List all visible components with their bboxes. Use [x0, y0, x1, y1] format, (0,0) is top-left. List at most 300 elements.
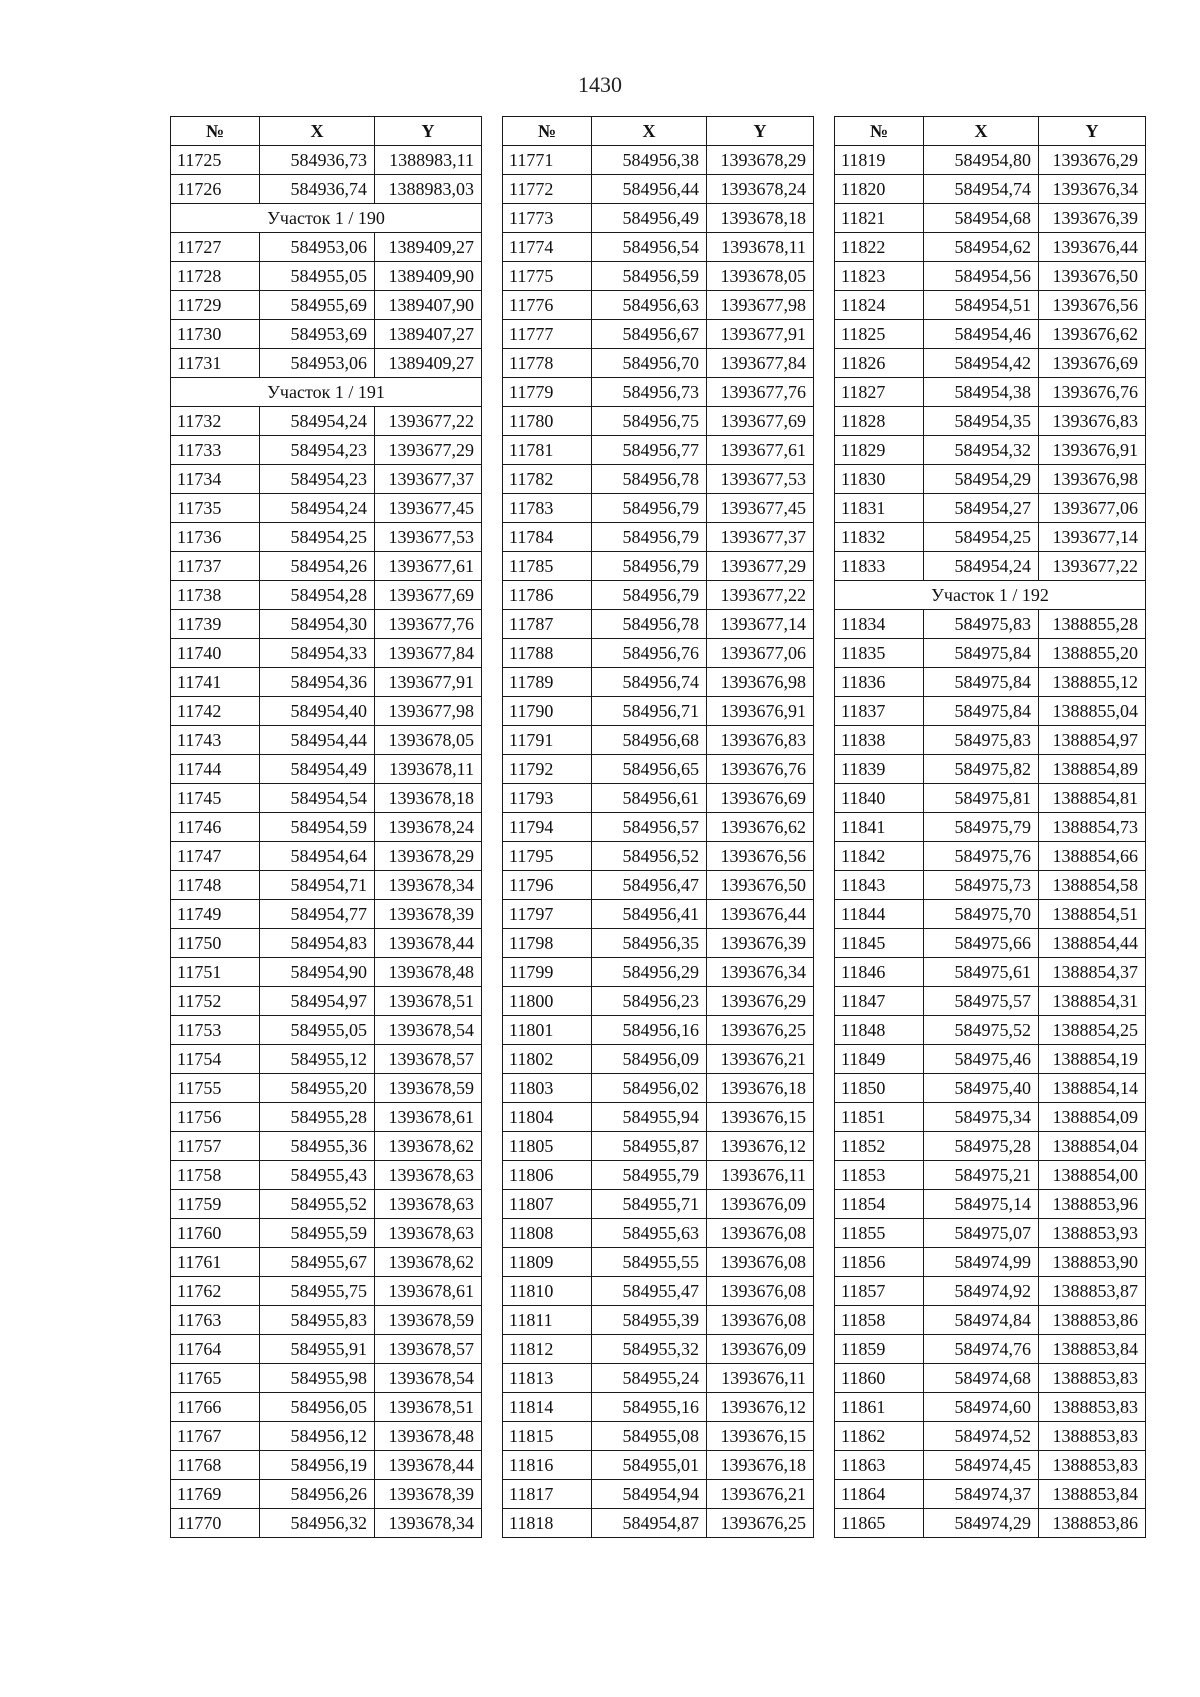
y-coordinate-cell: 1393676,11 — [707, 1161, 814, 1190]
y-coordinate-cell: 1393676,18 — [707, 1074, 814, 1103]
point-number-cell: 11820 — [835, 175, 924, 204]
table-row — [503, 436, 814, 465]
y-coordinate-cell: 1393676,62 — [707, 813, 814, 842]
y-coordinate-cell: 1393677,22 — [1039, 552, 1146, 581]
table-row — [171, 291, 482, 320]
table-row — [503, 1509, 814, 1538]
table-row — [835, 639, 1146, 668]
point-number-cell: 11746 — [171, 813, 260, 842]
point-number-cell: 11736 — [171, 523, 260, 552]
table-row — [503, 1480, 814, 1509]
table-row — [835, 1219, 1146, 1248]
y-coordinate-cell: 1388853,84 — [1039, 1335, 1146, 1364]
y-coordinate-cell: 1388854,58 — [1039, 871, 1146, 900]
point-number-cell: 11760 — [171, 1219, 260, 1248]
table-row — [503, 349, 814, 378]
x-coordinate-cell: 584956,74 — [592, 668, 707, 697]
y-coordinate-cell: 1388854,09 — [1039, 1103, 1146, 1132]
x-coordinate-cell: 584954,38 — [924, 378, 1039, 407]
y-coordinate-cell: 1393678,63 — [375, 1190, 482, 1219]
table-row — [503, 494, 814, 523]
y-coordinate-cell: 1388983,03 — [375, 175, 482, 204]
table-row — [835, 523, 1146, 552]
table-row — [503, 900, 814, 929]
point-number-cell: 11838 — [835, 726, 924, 755]
point-number-cell: 11852 — [835, 1132, 924, 1161]
section-row — [171, 204, 482, 233]
table-row — [835, 1335, 1146, 1364]
table-row — [171, 1161, 482, 1190]
header-y: Y — [1039, 117, 1146, 146]
table-row — [503, 465, 814, 494]
table-row — [835, 378, 1146, 407]
x-coordinate-cell: 584956,54 — [592, 233, 707, 262]
x-coordinate-cell: 584955,08 — [592, 1422, 707, 1451]
point-number-cell: 11801 — [503, 1016, 592, 1045]
x-coordinate-cell: 584956,41 — [592, 900, 707, 929]
point-number-cell: 11779 — [503, 378, 592, 407]
table-row — [171, 581, 482, 610]
x-coordinate-cell: 584955,94 — [592, 1103, 707, 1132]
y-coordinate-cell: 1389407,90 — [375, 291, 482, 320]
y-coordinate-cell: 1393678,57 — [375, 1335, 482, 1364]
x-coordinate-cell: 584955,67 — [260, 1248, 375, 1277]
x-coordinate-cell: 584956,61 — [592, 784, 707, 813]
point-number-cell: 11751 — [171, 958, 260, 987]
x-coordinate-cell: 584955,91 — [260, 1335, 375, 1364]
y-coordinate-cell: 1388854,00 — [1039, 1161, 1146, 1190]
table-row — [835, 320, 1146, 349]
x-coordinate-cell: 584975,52 — [924, 1016, 1039, 1045]
y-coordinate-cell: 1389409,27 — [375, 233, 482, 262]
table-row — [503, 1219, 814, 1248]
x-coordinate-cell: 584955,32 — [592, 1335, 707, 1364]
table-row — [835, 1451, 1146, 1480]
y-coordinate-cell: 1393676,69 — [707, 784, 814, 813]
x-coordinate-cell: 584956,59 — [592, 262, 707, 291]
y-coordinate-cell: 1388854,04 — [1039, 1132, 1146, 1161]
x-coordinate-cell: 584956,75 — [592, 407, 707, 436]
point-number-cell: 11807 — [503, 1190, 592, 1219]
x-coordinate-cell: 584955,01 — [592, 1451, 707, 1480]
y-coordinate-cell: 1393678,34 — [375, 871, 482, 900]
table-row — [503, 1364, 814, 1393]
x-coordinate-cell: 584954,24 — [260, 494, 375, 523]
table-row — [171, 1016, 482, 1045]
x-coordinate-cell: 584974,45 — [924, 1451, 1039, 1480]
y-coordinate-cell: 1389407,27 — [375, 320, 482, 349]
table-row — [171, 1132, 482, 1161]
table-row — [503, 552, 814, 581]
x-coordinate-cell: 584954,49 — [260, 755, 375, 784]
x-coordinate-cell: 584955,28 — [260, 1103, 375, 1132]
point-number-cell: 11788 — [503, 639, 592, 668]
point-number-cell: 11814 — [503, 1393, 592, 1422]
table-row — [835, 552, 1146, 581]
point-number-cell: 11835 — [835, 639, 924, 668]
point-number-cell: 11786 — [503, 581, 592, 610]
table-row — [835, 1306, 1146, 1335]
point-number-cell: 11813 — [503, 1364, 592, 1393]
table-row — [171, 523, 482, 552]
x-coordinate-cell: 584975,07 — [924, 1219, 1039, 1248]
table-row — [503, 233, 814, 262]
table-row — [503, 407, 814, 436]
y-coordinate-cell: 1388853,96 — [1039, 1190, 1146, 1219]
y-coordinate-cell: 1388854,81 — [1039, 784, 1146, 813]
y-coordinate-cell: 1393676,34 — [707, 958, 814, 987]
point-number-cell: 11831 — [835, 494, 924, 523]
y-coordinate-cell: 1393676,12 — [707, 1132, 814, 1161]
point-number-cell: 11774 — [503, 233, 592, 262]
x-coordinate-cell: 584956,12 — [260, 1422, 375, 1451]
point-number-cell: 11773 — [503, 204, 592, 233]
y-coordinate-cell: 1393678,61 — [375, 1103, 482, 1132]
y-coordinate-cell: 1393676,69 — [1039, 349, 1146, 378]
y-coordinate-cell: 1393676,44 — [707, 900, 814, 929]
table-row — [835, 668, 1146, 697]
x-coordinate-cell: 584956,70 — [592, 349, 707, 378]
point-number-cell: 11743 — [171, 726, 260, 755]
point-number-cell: 11857 — [835, 1277, 924, 1306]
x-coordinate-cell: 584954,23 — [260, 465, 375, 494]
x-coordinate-cell: 584975,61 — [924, 958, 1039, 987]
table-row — [835, 1045, 1146, 1074]
point-number-cell: 11789 — [503, 668, 592, 697]
x-coordinate-cell: 584954,27 — [924, 494, 1039, 523]
table-row — [835, 610, 1146, 639]
table-row — [835, 1277, 1146, 1306]
y-coordinate-cell: 1393677,84 — [707, 349, 814, 378]
point-number-cell: 11737 — [171, 552, 260, 581]
point-number-cell: 11733 — [171, 436, 260, 465]
x-coordinate-cell: 584975,84 — [924, 639, 1039, 668]
y-coordinate-cell: 1393676,76 — [707, 755, 814, 784]
x-coordinate-cell: 584954,23 — [260, 436, 375, 465]
y-coordinate-cell: 1393678,11 — [375, 755, 482, 784]
point-number-cell: 11757 — [171, 1132, 260, 1161]
y-coordinate-cell: 1393676,50 — [1039, 262, 1146, 291]
table-row — [503, 523, 814, 552]
x-coordinate-cell: 584954,94 — [592, 1480, 707, 1509]
table-row — [503, 871, 814, 900]
y-coordinate-cell: 1388854,73 — [1039, 813, 1146, 842]
x-coordinate-cell: 584955,52 — [260, 1190, 375, 1219]
point-number-cell: 11772 — [503, 175, 592, 204]
table-row — [503, 320, 814, 349]
point-number-cell: 11802 — [503, 1045, 592, 1074]
y-coordinate-cell: 1393678,63 — [375, 1219, 482, 1248]
table-row — [503, 1335, 814, 1364]
table-row — [171, 639, 482, 668]
x-coordinate-cell: 584954,32 — [924, 436, 1039, 465]
header-y: Y — [707, 117, 814, 146]
y-coordinate-cell: 1388854,97 — [1039, 726, 1146, 755]
x-coordinate-cell: 584974,99 — [924, 1248, 1039, 1277]
point-number-cell: 11840 — [835, 784, 924, 813]
point-number-cell: 11804 — [503, 1103, 592, 1132]
table-row — [503, 1277, 814, 1306]
y-coordinate-cell: 1393678,05 — [375, 726, 482, 755]
x-coordinate-cell: 584954,25 — [924, 523, 1039, 552]
y-coordinate-cell: 1393678,54 — [375, 1364, 482, 1393]
header-row — [171, 117, 482, 146]
y-coordinate-cell: 1388983,11 — [375, 146, 482, 175]
y-coordinate-cell: 1393676,39 — [1039, 204, 1146, 233]
x-coordinate-cell: 584956,68 — [592, 726, 707, 755]
y-coordinate-cell: 1388853,83 — [1039, 1451, 1146, 1480]
y-coordinate-cell: 1393676,98 — [707, 668, 814, 697]
section-row — [171, 378, 482, 407]
table-row — [503, 668, 814, 697]
point-number-cell: 11769 — [171, 1480, 260, 1509]
x-coordinate-cell: 584956,79 — [592, 523, 707, 552]
point-number-cell: 11825 — [835, 320, 924, 349]
x-coordinate-cell: 584954,26 — [260, 552, 375, 581]
x-coordinate-cell: 584953,69 — [260, 320, 375, 349]
x-coordinate-cell: 584975,40 — [924, 1074, 1039, 1103]
table-row — [835, 233, 1146, 262]
header-x: X — [924, 117, 1039, 146]
point-number-cell: 11810 — [503, 1277, 592, 1306]
y-coordinate-cell: 1393676,98 — [1039, 465, 1146, 494]
point-number-cell: 11806 — [503, 1161, 592, 1190]
point-number-cell: 11780 — [503, 407, 592, 436]
table-row — [503, 1422, 814, 1451]
table-row — [835, 262, 1146, 291]
point-number-cell: 11845 — [835, 929, 924, 958]
x-coordinate-cell: 584975,46 — [924, 1045, 1039, 1074]
point-number-cell: 11777 — [503, 320, 592, 349]
table-row — [835, 1132, 1146, 1161]
point-number-cell: 11754 — [171, 1045, 260, 1074]
point-number-cell: 11859 — [835, 1335, 924, 1364]
point-number-cell: 11817 — [503, 1480, 592, 1509]
x-coordinate-cell: 584956,32 — [260, 1509, 375, 1538]
table-row — [171, 1045, 482, 1074]
point-number-cell: 11740 — [171, 639, 260, 668]
point-number-cell: 11830 — [835, 465, 924, 494]
table-row — [835, 1190, 1146, 1219]
point-number-cell: 11794 — [503, 813, 592, 842]
x-coordinate-cell: 584975,21 — [924, 1161, 1039, 1190]
x-coordinate-cell: 584954,77 — [260, 900, 375, 929]
y-coordinate-cell: 1393678,62 — [375, 1248, 482, 1277]
y-coordinate-cell: 1393677,61 — [707, 436, 814, 465]
y-coordinate-cell: 1393676,83 — [1039, 407, 1146, 436]
x-coordinate-cell: 584954,68 — [924, 204, 1039, 233]
table-row — [835, 842, 1146, 871]
x-coordinate-cell: 584956,09 — [592, 1045, 707, 1074]
x-coordinate-cell: 584955,05 — [260, 262, 375, 291]
table-row — [835, 1509, 1146, 1538]
table-row — [835, 813, 1146, 842]
table-row — [835, 1161, 1146, 1190]
section-label: Участок 1 / 190 — [171, 204, 482, 233]
table-row — [835, 1248, 1146, 1277]
table-row — [835, 1016, 1146, 1045]
x-coordinate-cell: 584956,38 — [592, 146, 707, 175]
y-coordinate-cell: 1393677,53 — [707, 465, 814, 494]
x-coordinate-cell: 584956,76 — [592, 639, 707, 668]
y-coordinate-cell: 1393678,63 — [375, 1161, 482, 1190]
x-coordinate-cell: 584956,79 — [592, 581, 707, 610]
header-y: Y — [375, 117, 482, 146]
table-row — [835, 726, 1146, 755]
y-coordinate-cell: 1388855,12 — [1039, 668, 1146, 697]
x-coordinate-cell: 584975,83 — [924, 610, 1039, 639]
point-number-cell: 11797 — [503, 900, 592, 929]
y-coordinate-cell: 1393677,84 — [375, 639, 482, 668]
table-row — [171, 552, 482, 581]
x-coordinate-cell: 584975,76 — [924, 842, 1039, 871]
table-row — [503, 1045, 814, 1074]
point-number-cell: 11839 — [835, 755, 924, 784]
point-number-cell: 11759 — [171, 1190, 260, 1219]
point-number-cell: 11749 — [171, 900, 260, 929]
table-row — [503, 784, 814, 813]
point-number-cell: 11771 — [503, 146, 592, 175]
x-coordinate-cell: 584956,63 — [592, 291, 707, 320]
table-row — [835, 494, 1146, 523]
table-row — [171, 958, 482, 987]
point-number-cell: 11761 — [171, 1248, 260, 1277]
table-row — [171, 900, 482, 929]
y-coordinate-cell: 1393678,59 — [375, 1074, 482, 1103]
point-number-cell: 11764 — [171, 1335, 260, 1364]
x-coordinate-cell: 584936,73 — [260, 146, 375, 175]
table-row — [171, 465, 482, 494]
table-row — [835, 146, 1146, 175]
y-coordinate-cell: 1393676,29 — [707, 987, 814, 1016]
table-row — [171, 262, 482, 291]
table-row — [835, 175, 1146, 204]
point-number-cell: 11763 — [171, 1306, 260, 1335]
point-number-cell: 11819 — [835, 146, 924, 175]
y-coordinate-cell: 1393677,37 — [375, 465, 482, 494]
table-row — [503, 1306, 814, 1335]
x-coordinate-cell: 584955,36 — [260, 1132, 375, 1161]
point-number-cell: 11791 — [503, 726, 592, 755]
table-row — [503, 291, 814, 320]
table-row — [503, 146, 814, 175]
x-coordinate-cell: 584974,60 — [924, 1393, 1039, 1422]
y-coordinate-cell: 1393678,48 — [375, 958, 482, 987]
table-row — [503, 1132, 814, 1161]
point-number-cell: 11832 — [835, 523, 924, 552]
point-number-cell: 11758 — [171, 1161, 260, 1190]
y-coordinate-cell: 1393676,62 — [1039, 320, 1146, 349]
table-row — [171, 146, 482, 175]
x-coordinate-cell: 584975,81 — [924, 784, 1039, 813]
y-coordinate-cell: 1393676,91 — [707, 697, 814, 726]
x-coordinate-cell: 584956,02 — [592, 1074, 707, 1103]
y-coordinate-cell: 1393677,29 — [375, 436, 482, 465]
table-row — [171, 1480, 482, 1509]
table-row — [503, 1016, 814, 1045]
x-coordinate-cell: 584975,28 — [924, 1132, 1039, 1161]
y-coordinate-cell: 1393677,69 — [375, 581, 482, 610]
y-coordinate-cell: 1388854,25 — [1039, 1016, 1146, 1045]
point-number-cell: 11818 — [503, 1509, 592, 1538]
y-coordinate-cell: 1393678,18 — [707, 204, 814, 233]
x-coordinate-cell: 584955,71 — [592, 1190, 707, 1219]
y-coordinate-cell: 1393676,56 — [1039, 291, 1146, 320]
y-coordinate-cell: 1388853,84 — [1039, 1480, 1146, 1509]
point-number-cell: 11750 — [171, 929, 260, 958]
y-coordinate-cell: 1393677,61 — [375, 552, 482, 581]
point-number-cell: 11765 — [171, 1364, 260, 1393]
table-row — [171, 1509, 482, 1538]
y-coordinate-cell: 1388854,31 — [1039, 987, 1146, 1016]
table-row — [171, 1422, 482, 1451]
y-coordinate-cell: 1388854,66 — [1039, 842, 1146, 871]
y-coordinate-cell: 1393676,08 — [707, 1219, 814, 1248]
table-row — [835, 436, 1146, 465]
y-coordinate-cell: 1393678,24 — [375, 813, 482, 842]
y-coordinate-cell: 1393678,48 — [375, 1422, 482, 1451]
x-coordinate-cell: 584954,80 — [924, 146, 1039, 175]
x-coordinate-cell: 584955,63 — [592, 1219, 707, 1248]
y-coordinate-cell: 1393677,76 — [375, 610, 482, 639]
y-coordinate-cell: 1393678,29 — [707, 146, 814, 175]
point-number-cell: 11847 — [835, 987, 924, 1016]
x-coordinate-cell: 584954,24 — [260, 407, 375, 436]
point-number-cell: 11824 — [835, 291, 924, 320]
x-coordinate-cell: 584956,65 — [592, 755, 707, 784]
x-coordinate-cell: 584955,69 — [260, 291, 375, 320]
y-coordinate-cell: 1393677,91 — [707, 320, 814, 349]
table-row — [171, 320, 482, 349]
y-coordinate-cell: 1393676,09 — [707, 1335, 814, 1364]
table-row — [503, 755, 814, 784]
y-coordinate-cell: 1388854,89 — [1039, 755, 1146, 784]
x-coordinate-cell: 584974,84 — [924, 1306, 1039, 1335]
point-number-cell: 11829 — [835, 436, 924, 465]
point-number-cell: 11735 — [171, 494, 260, 523]
table-row — [835, 1103, 1146, 1132]
point-number-cell: 11739 — [171, 610, 260, 639]
point-number-cell: 11861 — [835, 1393, 924, 1422]
point-number-cell: 11795 — [503, 842, 592, 871]
table-row — [503, 378, 814, 407]
x-coordinate-cell: 584954,51 — [924, 291, 1039, 320]
point-number-cell: 11742 — [171, 697, 260, 726]
table-row — [835, 871, 1146, 900]
section-label: Участок 1 / 191 — [171, 378, 482, 407]
y-coordinate-cell: 1393677,91 — [375, 668, 482, 697]
point-number-cell: 11775 — [503, 262, 592, 291]
table-row — [171, 1190, 482, 1219]
point-number-cell: 11748 — [171, 871, 260, 900]
x-coordinate-cell: 584956,29 — [592, 958, 707, 987]
table-row — [835, 465, 1146, 494]
y-coordinate-cell: 1393676,83 — [707, 726, 814, 755]
table-row — [503, 726, 814, 755]
y-coordinate-cell: 1393678,39 — [375, 900, 482, 929]
point-number-cell: 11856 — [835, 1248, 924, 1277]
x-coordinate-cell: 584956,78 — [592, 465, 707, 494]
y-coordinate-cell: 1393677,06 — [707, 639, 814, 668]
y-coordinate-cell: 1393676,15 — [707, 1103, 814, 1132]
table-row — [835, 1422, 1146, 1451]
y-coordinate-cell: 1393676,18 — [707, 1451, 814, 1480]
x-coordinate-cell: 584954,74 — [924, 175, 1039, 204]
x-coordinate-cell: 584955,24 — [592, 1364, 707, 1393]
point-number-cell: 11798 — [503, 929, 592, 958]
point-number-cell: 11766 — [171, 1393, 260, 1422]
header-number: № — [835, 117, 924, 146]
